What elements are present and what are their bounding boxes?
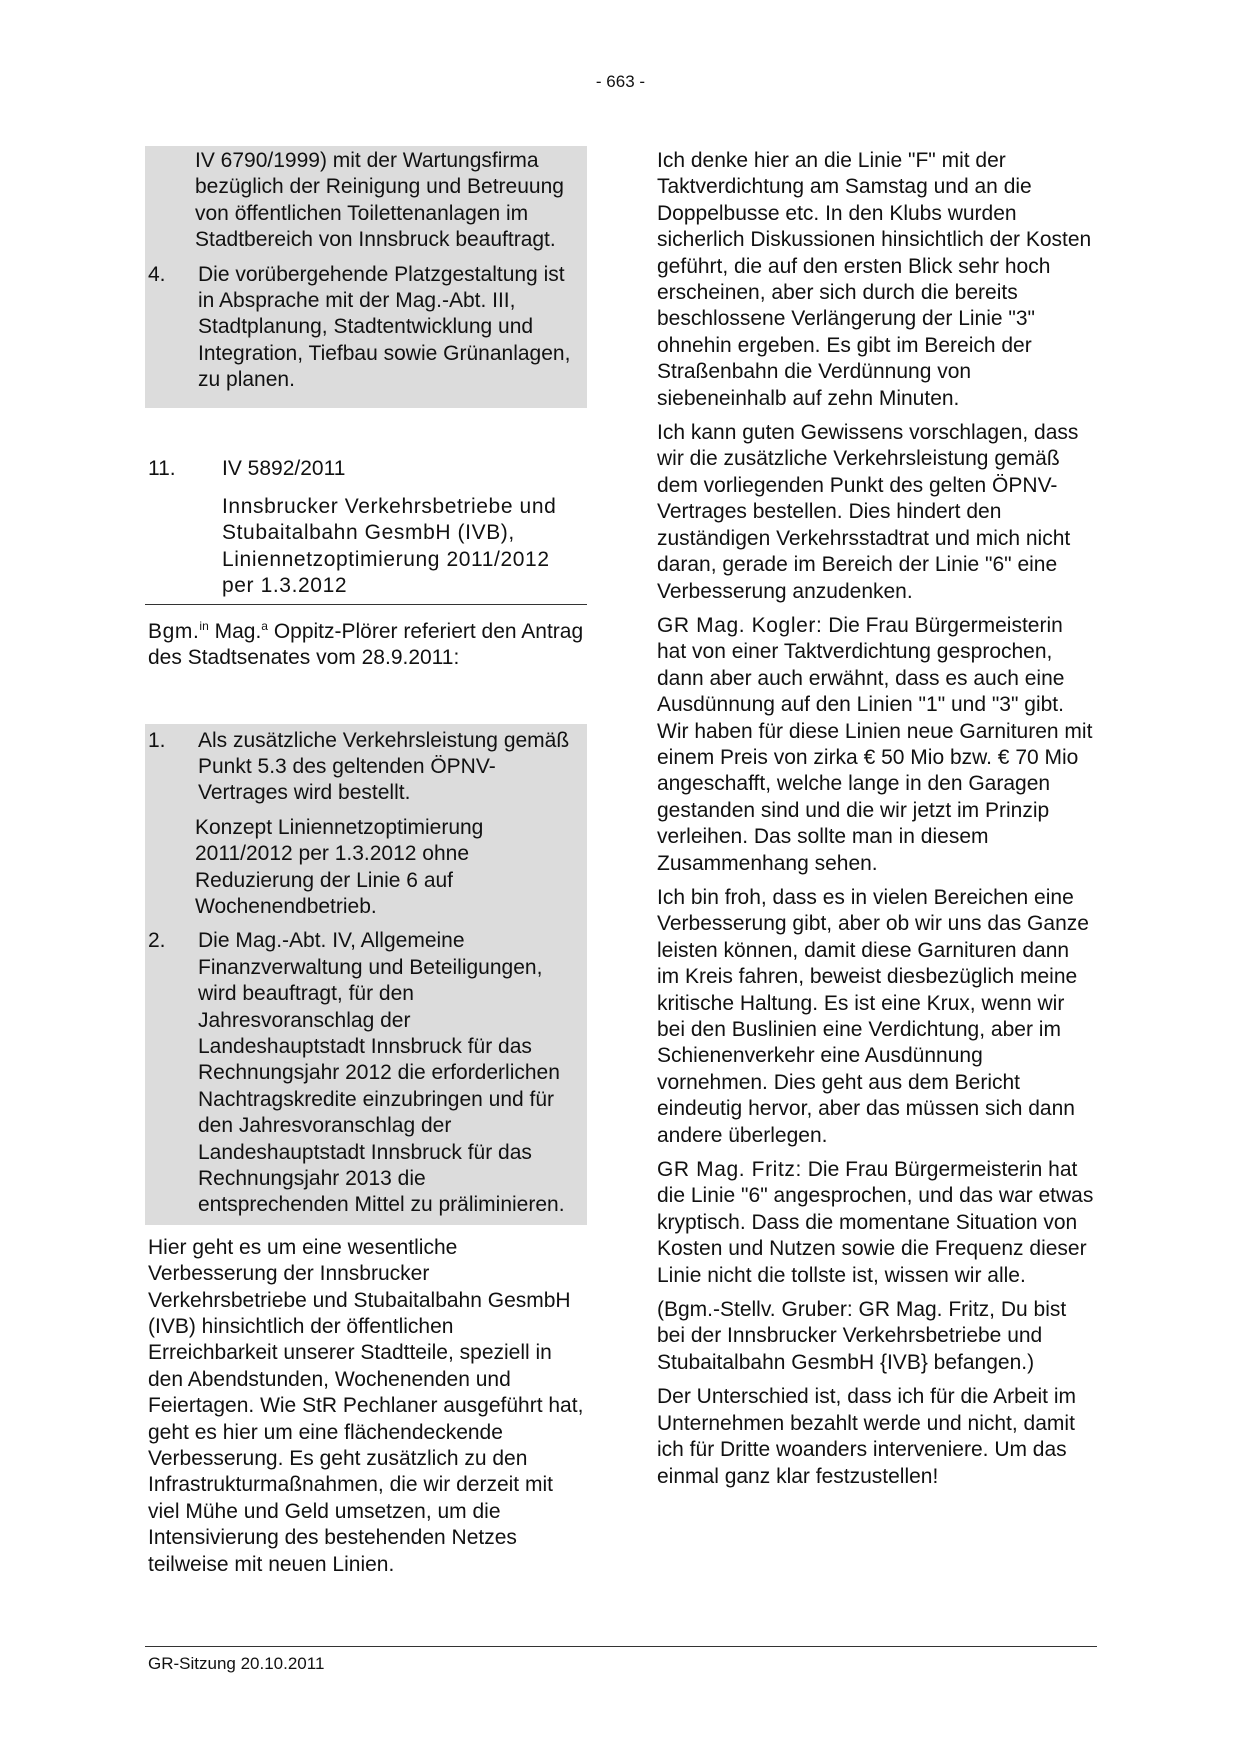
agenda-title: Innsbrucker Verkehrsbetriebe und Stubaitalbahn GesmbH (IVB), Liniennetzoptimierung 2011/2012 per 1.3.2012 xyxy=(222,495,557,598)
right-column xyxy=(657,148,1097,1498)
footer-session-date: GR-Sitzung 20.10.2011 xyxy=(148,1654,325,1673)
item-number: 1. xyxy=(148,728,166,752)
body-paragraph: Hier geht es um eine wesentliche Verbesserung der Innsbrucker Verkehrsbetriebe und Stubaitalbahn GesmbH (IVB) hinsichtlich der öffentlichen Erreichbarkeit unserer Stadtteile, speziell in den Abendstunden, Wochenenden und Feiertagen. Wie StR Pechlaner ausgeführt hat, geht es hier um eine flächendeckende Verbesserung. Es geht zusätzlich zu den Infrastrukturmaßnahmen, die wir derzeit mit viel Mühe und Geld umsetzen, um die Intensivierung des bestehenden Netzes teilweise mit neuen Linien. xyxy=(148,1235,584,1576)
item-text: Die Mag.-Abt. IV, Allgemeine Finanzverwaltung und Beteiligungen, wird beauftragt, für den Jahresvoranschlag der Landeshauptstadt Innsbruck für das Rechnungsjahr 2012 die erforderlichen Nachtragskredite einzubringen und für den Jahresvoranschlag der Landeshauptstadt Innsbruck für das Rechnungsjahr 2013 die entsprechenden Mittel zu präliminieren. xyxy=(198,929,565,1217)
speaker-name: GR Mag. Kogler: xyxy=(657,613,823,637)
speaker-name: GR Mag. Fritz: xyxy=(657,1158,802,1182)
page-number: - 663 - xyxy=(595,72,646,91)
body-paragraph: Ich kann guten Gewissens vorschlagen, dass wir die zusätzliche Verkehrsleistung gemäß dem vorliegenden Punkt des gelten ÖPNV-Vertrages bestellen. Dies hindert den zuständigen Verkehrsstadtrat und mich nicht daran, gerade im Bereich der Linie "6" eine Verbesserung anzudenken. xyxy=(657,421,1079,603)
agenda-file-id: IV 5892/2011 xyxy=(222,456,346,480)
resolution-item-4 xyxy=(145,262,587,394)
speaker-paragraph: GR Mag. Kogler: Die Frau Bürgermeisterin hat von einer Taktverdichtung gesprochen, dann aber auch erwähnt, dass es auch eine Ausdünnung auf den Linien "1" und "3" gibt. Wir haben für diese Linien neue Garnituren mit einem Preis von zirka € 50 Mio bzw. € 70 Mio angeschafft, welche lange in den Garagen gestanden sind und die wir jetzt im Prinzip verleihen. Das sollte man in diesem Zusammenhang sehen. xyxy=(657,613,1093,875)
agenda-divider xyxy=(145,604,587,605)
item-text: Als zusätzliche Verkehrsleistung gemäß Punkt 5.3 des geltenden ÖPNV-Vertrages wird bestellt. xyxy=(198,728,570,805)
interjection-paragraph: (Bgm.-Stellv. Gruber: GR Mag. Fritz, Du bist bei der Innsbrucker Verkehrsbetriebe und Stubaitalbahn GesmbH {IVB} befangen.) xyxy=(657,1298,1067,1374)
left-column xyxy=(145,148,587,1586)
item-number: 2. xyxy=(148,929,166,953)
resolution-item-1 xyxy=(145,728,587,807)
resolution-box-continued xyxy=(145,146,587,408)
item-text: Die vorübergehende Platzgestaltung ist in Absprache mit der Mag.-Abt. III, Stadtplanung, Stadtentwicklung und Integration, Tiefbau sowie Grünanlagen, zu planen. xyxy=(198,262,571,392)
body-paragraph: Der Unterschied ist, dass ich für die Arbeit im Unternehmen bezahlt werde und nicht, damit ich für Dritte woanders interveniere. Um das einmal ganz klar festzustellen! xyxy=(657,1385,1076,1488)
body-paragraph: Ich bin froh, dass es in vielen Bereichen eine Verbesserung gibt, aber ob wir uns das Ganze leisten können, damit diese Garnituren dann im Kreis fahren, beweist diesbezüglich meine kritische Haltung. Es ist eine Krux, wenn wir bei den Buslinien eine Verdichtung, aber im Schienenverkehr eine Ausdünnung vornehmen. Dies geht aus dem Bericht eindeutig hervor, aber das müssen sich dann andere überlegen. xyxy=(657,885,1089,1147)
resolution-continuation: IV 6790/1999) mit der Wartungsfirma bezüglich der Reinigung und Betreuung von öffentlichen Toilettenanlagen im Stadtbereich von Innsbruck beauftragt. xyxy=(195,149,564,252)
item-number: 4. xyxy=(148,262,166,286)
intro-paragraph: Bgm.$^{in}$ Mag.$^a$ Oppitz-Plörer referiert den Antrag des Stadtsenates vom 28.9.2011: xyxy=(148,618,584,670)
resolution-item-2 xyxy=(145,928,587,1218)
item-1-continuation: Konzept Liniennetzoptimierung 2011/2012 per 1.3.2012 ohne Reduzierung der Linie 6 auf Wochenendbetrieb. xyxy=(195,815,484,918)
resolution-box xyxy=(145,724,587,1225)
footer-divider xyxy=(145,1646,1097,1647)
agenda-number: 11. xyxy=(148,456,176,480)
speaker-paragraph: GR Mag. Fritz: Die Frau Bürgermeisterin hat die Linie "6" angesprochen, und das war etwas kryptisch. Dass die momentane Situation von Kosten und Nutzen sowie die Frequenz dieser Linie nicht die tollste ist, wissen wir alle. xyxy=(657,1158,1094,1287)
agenda-item-11 xyxy=(145,456,587,600)
body-paragraph: Ich denke hier an die Linie "F" mit der Taktverdichtung am Samstag und an die Doppelbusse etc. In den Klubs wurden sicherlich Diskussionen hinsichtlich der Kosten geführt, die auf den ersten Blick sehr hoch erscheinen, aber sich durch die bereits beschlossene Verlängerung der Linie "3" ohnehin ergeben. Es gibt im Bereich der Straßenbahn die Verdünnung von siebeneinhalb auf zehn Minuten. xyxy=(657,149,1092,410)
